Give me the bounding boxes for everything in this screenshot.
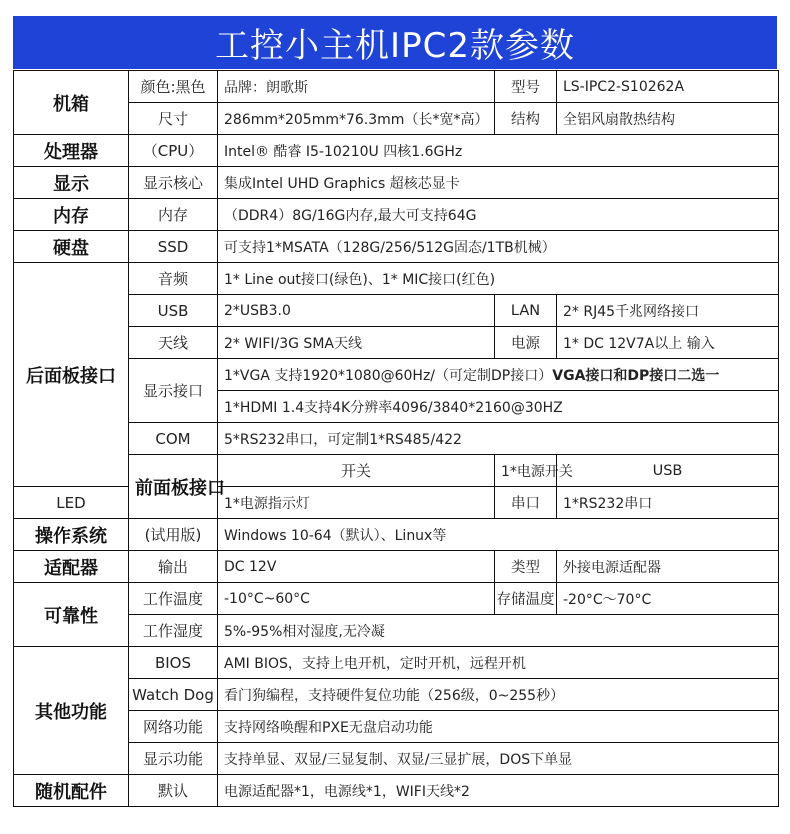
label-watchdog: Watch Dog [129,679,218,711]
label-type: 类型 [495,551,557,583]
table-row [14,519,779,551]
value-lan: 2* RJ45千兆网络接口 [557,295,779,327]
category-cpu: 处理器 [14,135,129,167]
table-row [14,423,779,455]
value-bios: AMI BIOS，支持上电开机，定时开机，远程开机 [218,647,779,679]
table-row [14,231,779,263]
category-reliability: 可靠性 [14,583,129,647]
label-audio: 音频 [129,263,218,295]
label-com: COM [129,423,218,455]
label-rear-usb: USB [129,295,218,327]
category-accessories: 随机配件 [14,775,129,807]
label-led: LED [14,487,129,519]
label-serial: 串口 [495,487,557,519]
category-display: 显示 [14,167,129,199]
value-hdmi: 1*HDMI 1.4支持4K分辨率4096/3840*2160@30HZ [218,391,779,423]
value-watchdog: 看门狗编程，支持硬件复位功能（256级，0~255秒） [218,679,779,711]
table-row [14,167,779,199]
label-bios: BIOS [129,647,218,679]
table-row [14,455,779,487]
value-cpu: Intel® 酷睿 I5-10210U 四核1.6GHz [218,135,779,167]
spec-table [13,70,779,807]
label-network: 网络功能 [129,711,218,743]
category-front-panel: 前面板接口 [129,455,218,519]
label-video-ports: 显示接口 [129,359,218,423]
table-row [14,327,779,359]
value-memory: （DDR4）8G/16G内存,最大可支持64G [218,199,779,231]
label-display-function: 显示功能 [129,743,218,775]
label-memory: 内存 [129,199,218,231]
value-model: LS-IPC2-S10262A [557,71,779,103]
value-com: 5*RS232串口，可定制1*RS485/422 [218,423,779,455]
label-model: 型号 [495,71,557,103]
vga-note: VGA接口和DP接口二选一 [552,367,720,384]
label-output: 输出 [129,551,218,583]
table-row [14,199,779,231]
table-row [14,583,779,615]
category-other: 其他功能 [14,647,129,775]
value-output: DC 12V [218,551,495,583]
category-rear-panel: 后面板接口 [14,263,129,487]
table-row [14,679,779,711]
category-adapter: 适配器 [14,551,129,583]
value-display-core: 集成Intel UHD Graphics 超核芯显卡 [218,167,779,199]
value-serial: 1*RS232串口 [557,487,779,519]
label-storage-temp: 存储温度 [495,583,557,615]
value-accessories: 电源适配器*1，电源线*1，WIFI天线*2 [218,775,779,807]
label-cpu: （CPU） [129,135,218,167]
category-disk: 硬盘 [14,231,129,263]
value-vga [218,359,779,391]
vga-text: 1*VGA 支持1920*1080@60Hz/（可定制DP接口） [224,367,553,384]
label-ssd: SSD [129,231,218,263]
value-type: 外接电源适配器 [557,551,779,583]
label-accessories: 默认 [129,775,218,807]
label-op-humidity: 工作湿度 [129,615,218,647]
label-lan: LAN [495,295,557,327]
table-row [14,487,779,519]
value-audio: 1* Line out接口(绿色)、1* MIC接口(红色) [218,263,779,295]
value-switch: 1*电源开关 [495,455,557,487]
table-row [14,135,779,167]
value-size: 286mm*205mm*76.3mm（长*宽*高） [218,103,495,135]
value-os: Windows 10-64（默认）、Linux等 [218,519,779,551]
label-front-usb: USB [557,455,779,487]
table-row [14,103,779,135]
table-row [14,295,779,327]
label-color: 颜色:黑色 [129,71,218,103]
value-op-temp: -10°C~60°C [218,583,495,615]
category-memory: 内存 [14,199,129,231]
value-brand: 品牌：朗歌斯 [218,71,495,103]
label-structure: 结构 [495,103,557,135]
label-antenna: 天线 [129,327,218,359]
value-ssd: 可支持1*MSATA（128G/256/512G固态/1TB机械） [218,231,779,263]
value-rear-usb: 2*USB3.0 [218,295,495,327]
page-title: 工控小主机IPC2款参数 [13,16,777,69]
label-switch: 开关 [218,455,495,487]
label-power: 电源 [495,327,557,359]
value-op-humidity: 5%-95%相对湿度,无冷凝 [218,615,779,647]
value-power: 1* DC 12V7A以上 输入 [557,327,779,359]
value-led: 1*电源指示灯 [218,487,495,519]
table-row [14,615,779,647]
value-network: 支持网络唤醒和PXE无盘启动功能 [218,711,779,743]
table-row [14,263,779,295]
label-display-core: 显示核心 [129,167,218,199]
label-size: 尺寸 [129,103,218,135]
table-row [14,359,779,391]
value-display-function: 支持单显、双显/三显复制、双显/三显扩展，DOS下单显 [218,743,779,775]
value-structure: 全铝风扇散热结构 [557,103,779,135]
table-row [14,647,779,679]
label-op-temp: 工作温度 [129,583,218,615]
category-os: 操作系统 [14,519,129,551]
value-storage-temp: -20°C～70°C [557,583,779,615]
table-row [14,71,779,103]
table-row [14,775,779,807]
label-os: (试用版) [129,519,218,551]
table-row [14,711,779,743]
category-chassis: 机箱 [14,71,129,135]
table-row [14,551,779,583]
table-row [14,743,779,775]
value-antenna: 2* WIFI/3G SMA天线 [218,327,495,359]
